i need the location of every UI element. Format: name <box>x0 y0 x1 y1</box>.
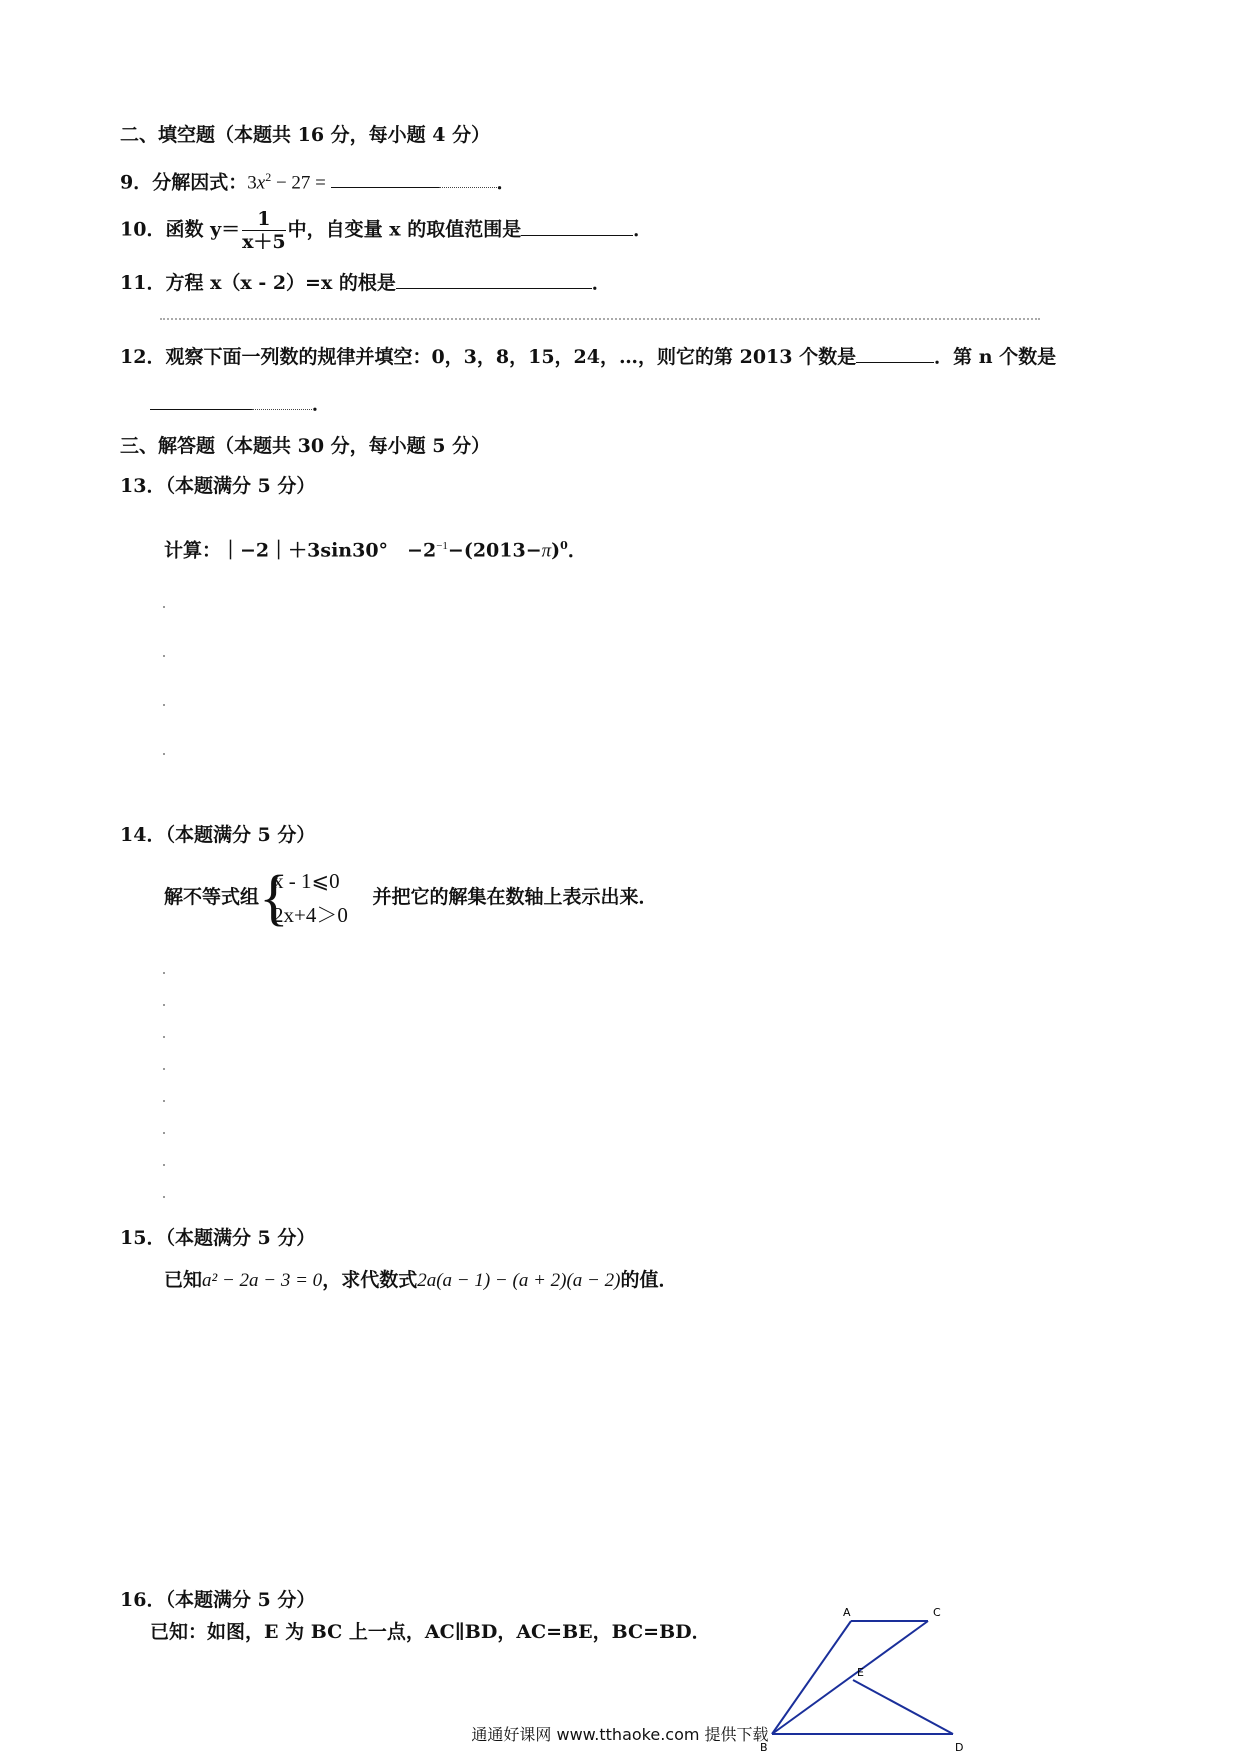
page-footer: 通通好课网 www.tthaoke.com 提供下载 <box>471 1725 769 1744</box>
question-15-body <box>164 1268 677 1293</box>
question-9-expr-var: x <box>256 172 266 194</box>
question-10-number: 10． <box>120 218 166 241</box>
question-9-text: 分解因式： <box>152 171 248 194</box>
question-10-fraction-numerator: 1 <box>242 208 286 231</box>
question-10-text1: 函数 y＝ <box>165 218 241 241</box>
question-11-number: 11． <box>120 272 166 294</box>
question-12-number: 12． <box>120 346 166 368</box>
question-9 <box>120 165 516 195</box>
question-13-expr-part2: −(2013− <box>447 539 542 562</box>
answer-space-mark <box>163 1036 165 1038</box>
point-label-e: E <box>857 1666 864 1679</box>
question-15-prefix: 已知 <box>164 1269 203 1291</box>
answer-space-mark <box>163 1004 165 1006</box>
question-12-answer-blank-1[interactable] <box>856 346 934 363</box>
question-14-inequality-1: x - 1⩽0 <box>273 869 340 893</box>
answer-space-mark <box>163 1068 165 1070</box>
question-16-title: 16．（本题满分 5 分） <box>120 1589 316 1611</box>
question-15-mid: ，求代数式 <box>322 1269 418 1291</box>
answer-space-mark <box>163 1100 165 1102</box>
section-3-heading: 三、解答题（本题共 30 分，每小题 5 分） <box>120 435 491 457</box>
question-12 <box>120 345 1056 369</box>
question-12-text1: 观察下面一列数的规律并填空：0，3，8，15，24，…，则它的第 2013 个数是 <box>165 346 857 368</box>
point-label-c: C <box>933 1606 941 1619</box>
question-14-prefix: 解不等式组 <box>164 886 260 908</box>
answer-space-mark <box>163 972 165 974</box>
question-13-body <box>164 534 587 563</box>
question-11-answer-blank[interactable] <box>396 272 592 289</box>
question-14-inequality-system <box>259 864 348 932</box>
answer-space-mark <box>163 1196 165 1198</box>
question-13-end: ． <box>567 539 587 562</box>
question-15-condition: a² − 2a − 3 = 0 <box>202 1270 323 1291</box>
answer-space-mark <box>163 753 165 755</box>
question-14-suffix: 并把它的解集在数轴上表示出来． <box>372 886 658 908</box>
question-14-body <box>164 864 658 932</box>
segment-cb <box>772 1621 928 1734</box>
question-10-answer-blank[interactable] <box>521 219 633 236</box>
question-10-fraction <box>242 208 286 253</box>
question-11-end: ． <box>591 272 611 294</box>
answer-space-mark <box>163 606 165 608</box>
segment-ab <box>772 1621 851 1734</box>
question-9-answer-dots <box>439 171 497 188</box>
answer-space-mark <box>163 1164 165 1166</box>
question-14-inequality-2: 2x+4＞0 <box>273 903 348 927</box>
question-10-fraction-denominator: x＋5 <box>242 231 286 253</box>
question-9-number: 9． <box>120 171 153 194</box>
question-10 <box>120 208 652 253</box>
point-label-d: D <box>955 1741 964 1754</box>
question-12-text2: ．第 n 个数是 <box>934 346 1057 368</box>
question-9-expr-coef: 3 <box>247 172 257 194</box>
question-16-text: 已知：如图，E 为 BC 上一点，AC∥BD，AC=BE，BC=BD． <box>150 1621 711 1643</box>
question-11 <box>120 271 611 295</box>
question-12-end: ． <box>312 393 332 415</box>
question-13-title: 13．（本题满分 5 分） <box>120 475 316 497</box>
question-12-second-line <box>150 392 331 416</box>
question-13-prefix: 计算： <box>164 539 222 562</box>
dotted-separator <box>160 318 1040 320</box>
question-9-expr-exp: 2 <box>265 170 272 184</box>
answer-space-mark <box>163 1132 165 1134</box>
question-13-exp-zero: 0 <box>560 539 568 552</box>
question-9-end: ． <box>496 171 516 194</box>
left-brace-icon: { <box>259 864 289 932</box>
question-14-title: 14．（本题满分 5 分） <box>120 824 316 846</box>
answer-space-mark <box>163 655 165 657</box>
question-13-exp-neg1: −1 <box>436 540 448 552</box>
question-13-expr-part1: ｜−2｜＋3sin30° −2 <box>221 539 437 562</box>
question-13-expr-part3: ) <box>551 539 561 562</box>
question-11-text: 方程 x（x - 2）=x 的根是 <box>165 272 396 294</box>
question-15-expression: 2a(a − 1) − (a + 2)(a − 2) <box>417 1270 621 1291</box>
question-9-answer-blank[interactable] <box>331 171 439 188</box>
answer-space-mark <box>163 704 165 706</box>
question-10-text2: 中，自变量 x 的取值范围是 <box>287 218 522 241</box>
question-13-pi: π <box>541 540 552 562</box>
point-label-a: A <box>843 1606 851 1619</box>
point-label-b: B <box>760 1741 768 1754</box>
question-15-title: 15．（本题满分 5 分） <box>120 1227 316 1249</box>
question-15-suffix: 的值． <box>620 1269 678 1291</box>
question-12-answer-dots <box>252 393 312 410</box>
section-2-heading: 二、填空题（本题共 16 分，每小题 4 分） <box>120 124 491 146</box>
question-9-expr-rest: − 27 = <box>271 172 331 194</box>
question-10-end: ． <box>633 218 653 241</box>
question-12-answer-blank-2[interactable] <box>150 393 252 410</box>
